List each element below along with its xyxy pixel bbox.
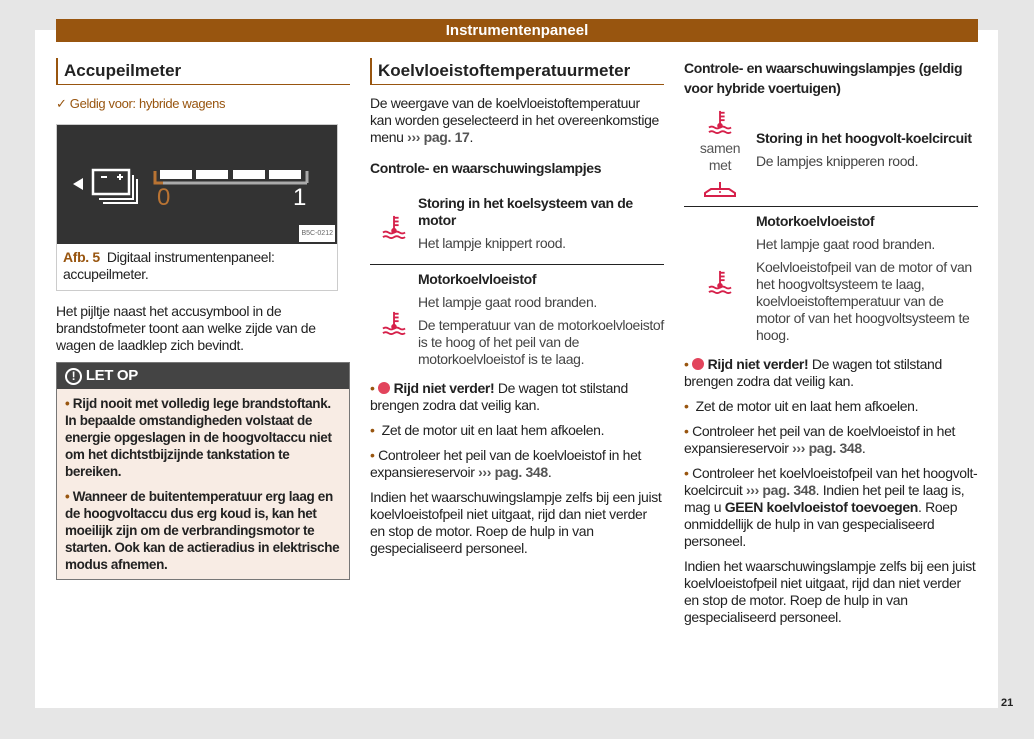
coolant-warning-icon [380,215,408,239]
coolant-warning-icon [706,270,734,294]
paragraph: Het pijltje naast het accusymbool in de brandstofmeter toont aan welke zijde van de wagen de laadklep zich bevindt. [56,303,316,353]
scale-min: 0 [157,184,170,211]
warning-icon: ! [65,368,82,385]
bullet-text: Controleer het peil van de koelvloeistof in het expansiereservoir [684,423,956,456]
lamp-text: Koelvloeistofpeil van de motor of van het hoogvoltsysteem te laag, koelvloeistoftemperatuur van de motor of van het hoogvoltsysteem te hoog. [756,259,972,343]
lamp-text: De temperatuur van de motorkoelvloeistof is te hoog of het peil van de motorkoelvloeistof is te laag. [418,317,664,367]
bullet-text: De wagen tot stilstand brengen zodra dat veilig kan. [370,380,628,413]
bullet-text: Roep onmiddellijk de hulp in van gespecialiseerd personeel. [684,499,958,549]
page-header: Instrumentenpaneel [56,19,978,42]
warning-item: Rijd nooit met volledig lege brandstoftank. In bepaalde omstandigheden volstaat de energie opgeslagen in de hoogvoltaccu niet om het dichtstbijzijnde tankstation te bereiken. [65,396,332,479]
bullet-text: Indien het peil te laag is, mag u [684,482,965,515]
bold-text: Rijd niet verder! [393,380,495,396]
bullet-text: De wagen tot stilstand brengen zodra dat veilig kan. [684,356,942,389]
figure-caption: Digitaal instrumentenpaneel: accupeilmeter. [63,249,275,282]
column-accupeilmeter [56,58,350,580]
instrument-display [57,125,337,244]
warning-box: ! LET OP • Rijd nooit met volledig lege brandstoftank. In bepaalde omstandigheden volstaat de energie opgeslagen in de hoogvoltaccu niet om het dichtstbijzijnde tankstation te bereiken. • Wanneer de buitentemperatuur erg laag en de hoogvoltaccu dus erg koud is, kan het moeilijk zijn om de verbrandingsmotor te starten. Ook kan de actieradius in elektrische modus afnemen. [56,362,350,580]
page-number: 21 [1001,697,1014,709]
lamp-row [684,206,978,356]
paragraph: Indien het waarschuwingslampje zelfs bij een juist koelvloeistofpeil niet uitgaat, rijd dan niet verder en stop de motor. Roep de hulp in van gespecialiseerd personeel. [370,489,662,556]
bold-text: Rijd niet verder! [707,356,809,372]
warning-item: Wanneer de buitentemperatuur erg laag en de hoogvoltaccu dus erg koud is, kan het moeilijk zijn om de verbrandingsmotor te starten. Ook kan de actieradius in elektrische modus afnemen. [65,489,340,572]
lamp-text: Het lampje gaat rood branden. [756,236,935,252]
scale-max: 1 [293,184,306,211]
car-warning-icon [702,180,738,200]
figure [56,124,338,291]
lamp-title: Motorkoelvloeistof [418,271,537,287]
section-title: Koelvloeistoftemperatuurmeter [370,58,664,85]
paragraph: Indien het waarschuwingslampje zelfs bij een juist koelvloeistofpeil niet uitgaat, rijd dan niet verder en stop de motor. Roep de hulp in van gespecialiseerd personeel. [684,558,976,625]
figure-label: Afb. 5 [63,249,100,265]
page-link[interactable]: ››› pag. 348 [745,482,816,498]
column-koelvloeistof: Koelvloeistoftemperatuurmeter De weergave van de koelvloeistoftemperatuur kan worden geselecteerd in het overeenkomstige menu ››› pag. 17. Controle- en waarschuwingslampjes Storing in het koelsysteem van de motor Het lampje knippert rood. Motorkoelvloeistof Het lampje gaat rood branden. De temperatuur van de motorkoelvloeistof is te hoog of het peil van de motorkoelvloeistof is te laag. • Rijd niet verder! De wagen tot stilstand brengen zodra dat veilig kan. • Zet de motor uit en laat hem afkoelen. • Controleer het peil van de koelvloeistof in het expansiereservoir ››› pag. 348. Indien het waarschuwingslampje zelfs bij een juist koelvloeistofpeil niet uitgaat, rijd dan niet verder en stop de motor. Roep de hulp in van gespecialiseerd personeel. [370,58,664,565]
together-with-label: samen met [699,140,741,173]
subheading: Controle- en waarschuwingslampjes (geldig voor hybride voertuigen) [684,60,963,96]
warning-title: LET OP [85,367,138,384]
bullet-text: Controleer het peil van de koelvloeistof in het expansiereservoir [370,447,642,480]
intro-text: De weergave van de koelvloeistoftemperatuur kan worden geselecteerd in het overeenkomstige menu [370,95,659,145]
lamp-title: Storing in het hoogvolt-koelcircuit [756,130,972,146]
coolant-warning-icon [380,311,408,335]
stop-icon [692,358,704,370]
bullet-text: Zet de motor uit en laat hem afkoelen. [695,398,919,414]
lamp-title: Motorkoelvloeistof [756,213,875,229]
validity-note: ✓ Geldig voor: hybride wagens [56,96,226,111]
lamp-row [370,189,664,264]
figure-code: B5C-0212 [299,225,335,242]
lamp-title: Storing in het koelsysteem van de motor [418,195,633,228]
lamp-text: Het lampje gaat rood branden. [418,294,597,310]
page-link[interactable]: ››› pag. 17 [407,129,470,145]
bold-text: GEEN koelvloeistof toevoegen [724,499,918,515]
bullet-text: Zet de motor uit en laat hem afkoelen. [381,422,605,438]
lamp-row [684,104,978,206]
section-title: Accupeilmeter [56,58,350,85]
lamp-text: Het lampje knippert rood. [418,235,566,251]
stop-icon [378,382,390,394]
bullet-text: Controleer het koelvloeistofpeil van het hoogvolt-koelcircuit [684,465,978,498]
page-link[interactable]: ››› pag. 348 [478,464,548,480]
page-link[interactable]: ››› pag. 348 [792,440,862,456]
lamp-text: De lampjes knipperen rood. [756,153,919,169]
lamp-row [370,264,664,380]
column-hybride: Controle- en waarschuwingslampjes (geldig voor hybride voertuigen) samen met Storing in het hoogvolt-koelcircuit De lampjes knipperen rood. Motorkoelvloeistof Het lampje gaat rood branden. Koelvloeistofpeil van de motor of van het hoogvoltsysteem te laag, koelvloeistoftemperatuur van de motor of van het hoogvoltsysteem te hoog. • Rijd niet verder! De wagen tot stilstand brengen zodra dat veilig kan. • Zet de motor uit en laat hem afkoelen. • Controleer het peil van de koelvloeistof in het expansiereservoir ››› pag. 348. • Controleer het koelvloeistofpeil van het hoogvolt-koelcircuit ››› pag. 348. Indien het peil te laag is, mag u GEEN koelvloeistof toevoegen. Roep onmiddellijk de hulp in van gespecialiseerd personeel. Indien het waarschuwingslampje zelfs bij een juist koelvloeistofpeil niet uitgaat, rijd dan niet verder en stop de motor. Roep de hulp in van gespecialiseerd personeel. [684,60,978,625]
subheading: Controle- en waarschuwingslampjes [370,160,602,176]
coolant-warning-icon [706,110,734,134]
